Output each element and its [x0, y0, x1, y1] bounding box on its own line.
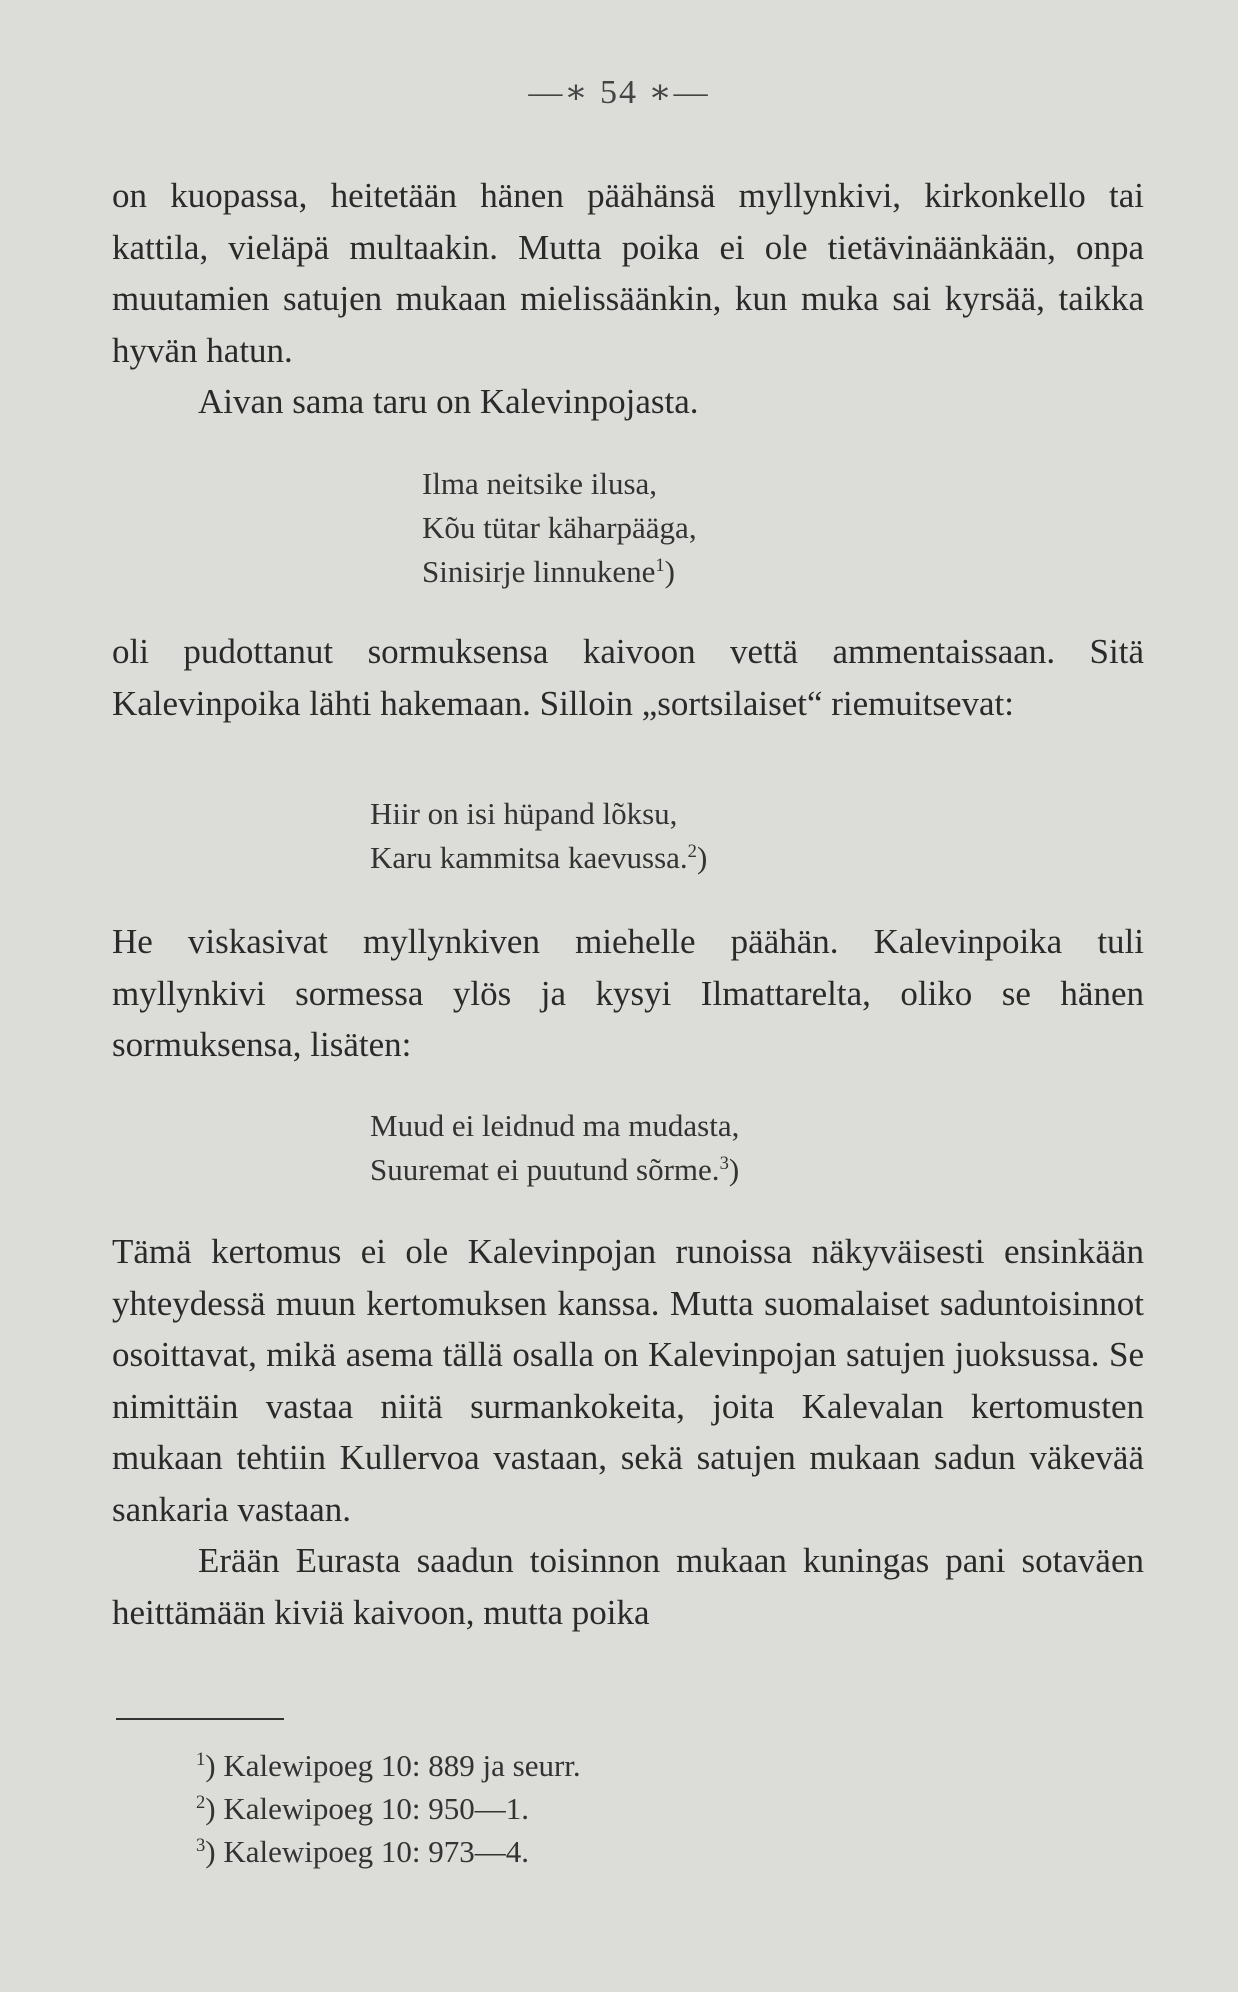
verse-1	[422, 462, 697, 594]
verse-1-line: Kõu tütar käharpääga,	[422, 510, 697, 545]
footnote-1: $^1$) Kalewipoeg 10: 889 ja seurr.	[196, 1748, 581, 1783]
verse-3	[370, 1104, 739, 1192]
verse-3-line: Muud ei leidnud ma mudasta,	[370, 1108, 740, 1143]
footnote-3: $^3$) Kalewipoeg 10: 973—4.	[196, 1834, 530, 1869]
paragraph-4	[112, 1226, 1144, 1638]
paragraph-3-text: He viskasivat myllynkiven miehelle päähän. Kalevinpoika tuli myllynkivi sormessa ylös ja kysyi Ilmattarelta, oliko se hänen sormuksensa, lisäten:	[112, 922, 1144, 1064]
paragraph-2	[112, 626, 1144, 729]
paragraph-2-text: oli pudottanut sormuksensa kaivoon vettä ammentaissaan. Sitä Kalevinpoika lähti hakemaan. Silloin „sortsilaiset“ riemuitsevat:	[112, 632, 1144, 723]
paragraph-1-continuation: Aivan sama taru on Kalevinpojasta.	[198, 382, 699, 421]
footnote-divider	[116, 1718, 284, 1720]
verse-3-line: Suuremat ei puutund sõrme.$^3$)	[370, 1152, 740, 1187]
paragraph-3	[112, 916, 1144, 1071]
verse-2	[370, 792, 707, 880]
verse-2-line: Karu kammitsa kaevussa.$^2$)	[370, 840, 708, 875]
paragraph-4-text: Tämä kertomus ei ole Kalevinpojan runoissa näkyväisesti ensinkään yhteydessä muun kertomuksen kanssa. Mutta suomalaiset saduntoisinnot osoittavat, mikä asema tällä osalla on Kalevinpojan satujen juoksussa. Se nimittäin vastaa niitä surmankokeita, joita Kalevalan kertomusten mukaan tehtiin Kullervoa vastaan, sekä satujen mukaan sadun väkevää sankaria vastaan.	[112, 1232, 1144, 1529]
footnotes	[196, 1744, 581, 1873]
page-number: —∗ 54 ∗—	[528, 74, 710, 111]
paragraph-1-text: on kuopassa, heitetään hänen päähänsä myllynkivi, kirkonkello tai kattila, vieläpä multaakin. Mutta poika ei ole tietävinäänkään, onpa muutamien satujen mukaan mielissäänkin, kun muka sai kyrsää, taikka hyvän hatun.	[112, 176, 1144, 370]
verse-1-line: Ilma neitsike ilusa,	[422, 466, 658, 501]
footnote-ref-2: 2	[687, 840, 697, 862]
paragraph-5-text: Erään Eurasta saadun toisinnon mukaan kuningas pani sotaväen heittämään kiviä kaivoon, mutta poika	[112, 1541, 1144, 1632]
footnote-2: $^2$) Kalewipoeg 10: 950—1.	[196, 1791, 530, 1826]
footnote-ref-1: 1	[655, 554, 665, 576]
verse-2-line: Hiir on isi hüpand lõksu,	[370, 796, 678, 831]
footnote-ref-3: 3	[719, 1152, 729, 1174]
paragraph-1	[112, 170, 1144, 428]
verse-1-line: Sinisirje linnukene$^1$)	[422, 554, 675, 589]
